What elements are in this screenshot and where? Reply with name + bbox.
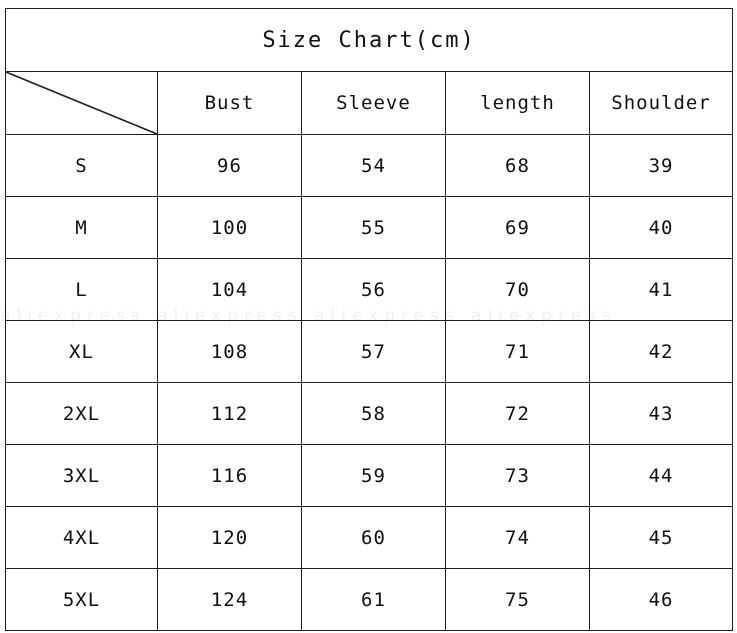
cell-length: 69 [446, 197, 590, 259]
cell-shoulder: 46 [590, 569, 733, 631]
cell-sleeve: 57 [302, 321, 446, 383]
cell-length: 72 [446, 383, 590, 445]
table-row [6, 259, 733, 321]
diagonal-divider-icon [6, 72, 158, 135]
cell-shoulder: 41 [590, 259, 733, 321]
cell-length: 73 [446, 445, 590, 507]
cell-sleeve: 54 [302, 135, 446, 197]
cell-bust: 100 [158, 197, 302, 259]
column-header-shoulder: Shoulder [590, 72, 733, 135]
row-size-label: XL [6, 321, 158, 383]
watermark-text: aliexpress aliexpress aliexpress aliexpress [0, 306, 617, 326]
row-size-label: 5XL [6, 569, 158, 631]
table-header-row [6, 72, 733, 135]
table-row [6, 383, 733, 445]
cell-sleeve: 56 [302, 259, 446, 321]
row-size-label: 3XL [6, 445, 158, 507]
row-size-label: M [6, 197, 158, 259]
page-title: Size Chart(cm) [6, 9, 733, 72]
cell-sleeve: 60 [302, 507, 446, 569]
chart-title-row [6, 9, 733, 72]
cell-shoulder: 40 [590, 197, 733, 259]
row-size-label: L [6, 259, 158, 321]
cell-bust: 108 [158, 321, 302, 383]
size-chart-container [0, 8, 737, 633]
cell-shoulder: 43 [590, 383, 733, 445]
table-row [6, 569, 733, 631]
table-row [6, 507, 733, 569]
cell-bust: 112 [158, 383, 302, 445]
cell-shoulder: 42 [590, 321, 733, 383]
cell-shoulder: 45 [590, 507, 733, 569]
cell-sleeve: 61 [302, 569, 446, 631]
column-header-bust: Bust [158, 72, 302, 135]
cell-length: 75 [446, 569, 590, 631]
row-size-label: S [6, 135, 158, 197]
table-row [6, 445, 733, 507]
cell-sleeve: 59 [302, 445, 446, 507]
cell-bust: 116 [158, 445, 302, 507]
cell-sleeve: 55 [302, 197, 446, 259]
cell-shoulder: 44 [590, 445, 733, 507]
cell-bust: 120 [158, 507, 302, 569]
cell-bust: 124 [158, 569, 302, 631]
size-chart-table [5, 8, 733, 631]
cell-length: 70 [446, 259, 590, 321]
cell-shoulder: 39 [590, 135, 733, 197]
cell-length: 71 [446, 321, 590, 383]
column-header-length: length [446, 72, 590, 135]
row-size-label: 2XL [6, 383, 158, 445]
cell-length: 68 [446, 135, 590, 197]
table-row [6, 135, 733, 197]
row-size-label: 4XL [6, 507, 158, 569]
table-row [6, 197, 733, 259]
cell-bust: 104 [158, 259, 302, 321]
cell-bust: 96 [158, 135, 302, 197]
cell-sleeve: 58 [302, 383, 446, 445]
table-row [6, 321, 733, 383]
column-header-sleeve: Sleeve [302, 72, 446, 135]
cell-length: 74 [446, 507, 590, 569]
